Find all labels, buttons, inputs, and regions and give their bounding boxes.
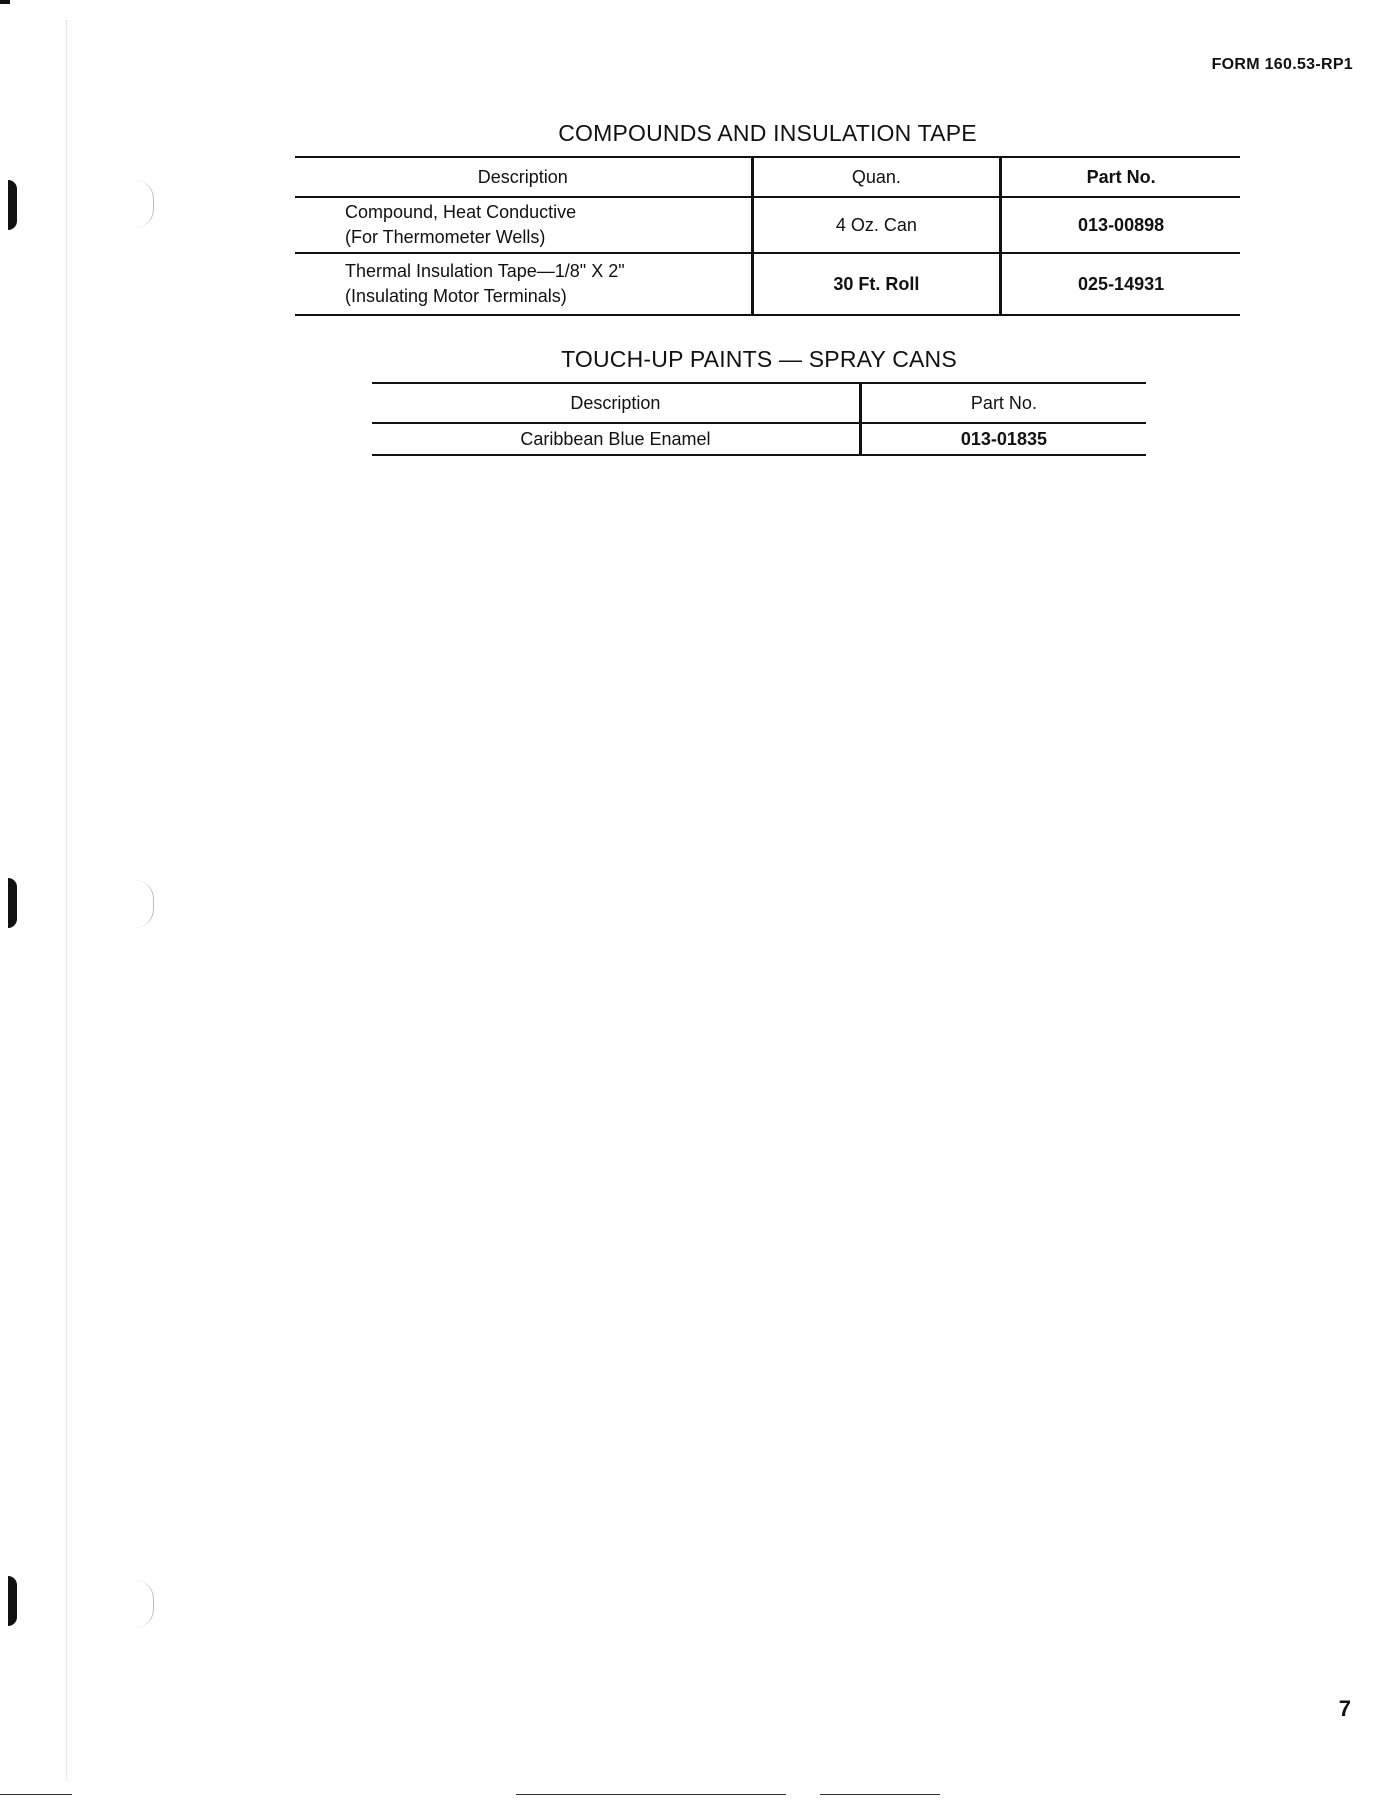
part-number-cell: 013-00898 [1001,197,1240,253]
table-row [372,423,1146,455]
column-header-description: Description [477,166,568,187]
column-header-part-no: Part No. [1001,157,1240,197]
scan-corner-mark [0,0,10,4]
paints-section-title: TOUCH-UP PAINTS — SPRAY CANS [561,346,957,372]
paints-parts-table [372,382,1146,456]
footer-rule [0,1794,72,1795]
description-cell [295,197,752,253]
page-number: 7 [1338,1696,1351,1721]
binding-hole-mark-bottom [8,1576,17,1626]
binding-hole-ghost-middle [135,880,154,928]
table-row [295,253,1240,315]
compounds-section-title: COMPOUNDS AND INSULATION TAPE [558,120,977,146]
form-number: FORM 160.53-RP1 [1211,56,1353,73]
compounds-parts-table [295,156,1240,316]
table-header-row [295,157,1240,197]
quantity-cell: 4 Oz. Can [752,197,1001,253]
table-row [295,197,1240,253]
binding-hole-mark-middle [8,878,17,928]
part-number-cell: 025-14931 [1001,253,1240,315]
description-cell [295,253,752,315]
margin-guide [66,20,67,1780]
footer-rule [820,1794,940,1795]
description-line: Compound, Heat Conductive [345,202,577,222]
binding-hole-ghost-top [135,180,154,228]
column-header-description: Description [570,392,661,413]
table-header-row [372,383,1146,423]
binding-hole-ghost-bottom [135,1580,154,1628]
description-cell: Caribbean Blue Enamel [520,428,711,449]
quantity-cell: 30 Ft. Roll [752,253,1001,315]
column-header-part-no: Part No. [860,383,1146,423]
footer-rule [516,1794,786,1795]
column-header-quantity: Quan. [752,157,1001,197]
binding-hole-mark-top [8,180,17,230]
description-line: Thermal Insulation Tape—1/8" X 2" [345,261,625,281]
description-line: (Insulating Motor Terminals) [345,286,567,306]
description-line: (For Thermometer Wells) [345,227,546,247]
part-number-cell: 013-01835 [860,423,1146,455]
